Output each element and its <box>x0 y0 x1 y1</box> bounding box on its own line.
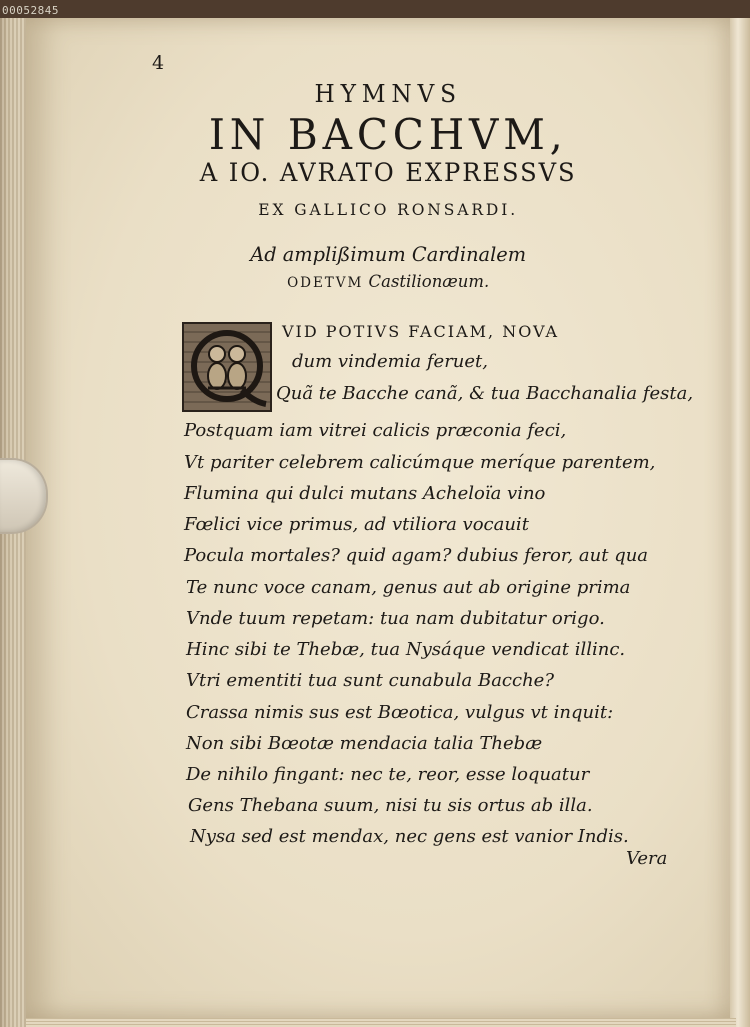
verse-line: Vt pariter celebrem calicúmque meríque parentem, <box>184 452 656 473</box>
verse-line: Flumina qui dulci mutans Acheloïa vino <box>184 483 546 504</box>
dedication-line-1: Ad amplißimum Cardinalem <box>250 242 527 266</box>
dedication-line-2 <box>0 272 726 292</box>
verse-line: De nihilo fingant: nec te, reor, esse loquatur <box>186 764 590 785</box>
verse-line: Non sibi Bœotæ mendacia talia Thebæ <box>186 733 543 754</box>
verse-line: Quã te Bacche canã, & tua Bacchanalia festa, <box>276 383 694 404</box>
verse-line: Crassa nimis sus est Bœotica, vulgus vt inquit: <box>186 702 614 723</box>
catchword: Vera <box>626 848 668 869</box>
title-line-4: EX GALLICO RONSARDI. <box>258 200 519 219</box>
page-edges-bottom <box>26 1018 736 1027</box>
verse-line: Te nunc voce canam, genus aut ab origine prima <box>186 577 631 598</box>
verse-line: Hinc sibi te Thebæ, tua Nysáque vendicat illinc. <box>186 639 626 660</box>
verse-line: Pocula mortales? quid agam? dubius feror, aut qua <box>184 545 649 566</box>
verse-line: Fœlici vice primus, ad vtiliora vocauit <box>184 514 529 535</box>
page-number: 4 <box>152 52 165 74</box>
verse-line: dum vindemia feruet, <box>292 351 488 372</box>
verse-line: Vtri ementiti tua sunt cunabula Bacche? <box>186 670 554 691</box>
title-line-3: A IO. AVRATO EXPRESSVS <box>199 158 577 187</box>
verse-line: Gens Thebana suum, nisi tu sis ortus ab illa. <box>188 795 593 816</box>
verse-line: Nysa sed est mendax, nec gens est vanior Indis. <box>190 826 629 847</box>
verse-line: Postquam iam vitrei calicis præconia feci, <box>184 420 567 441</box>
scan-id-label: 00052845 <box>2 4 59 17</box>
dedication-name-rest: Castilionæum. <box>368 272 490 292</box>
dedication-name-caps: ODETVM <box>287 275 364 291</box>
initial-q-icon <box>184 324 270 410</box>
woodcut-initial-icon <box>182 322 272 412</box>
title-line-2: IN BACCHVM, <box>208 110 568 159</box>
page-edges-right <box>730 18 750 1027</box>
verse-line: Vnde tuum repetam: tua nam dubitatur origo. <box>186 608 605 629</box>
verse-line: VID POTIVS FACIAM, NOVA <box>282 322 560 341</box>
title-line-1: HYMNVS <box>314 80 462 108</box>
